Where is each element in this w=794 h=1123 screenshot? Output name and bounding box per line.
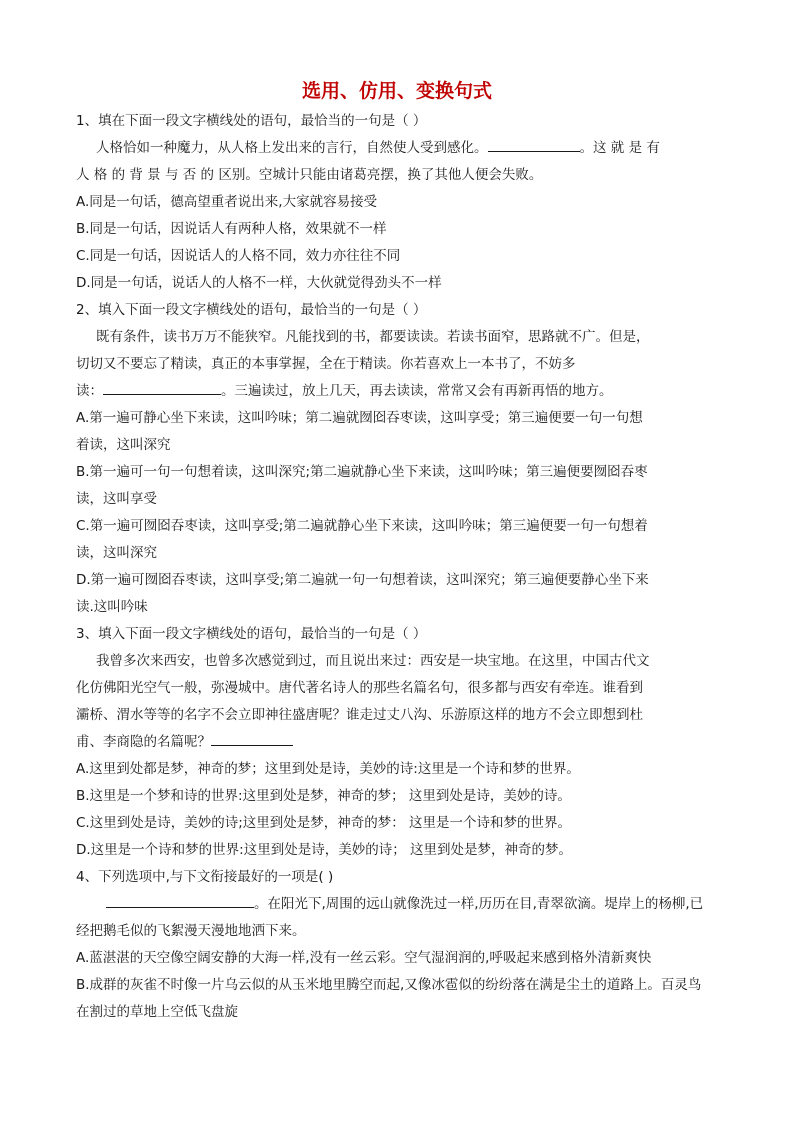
question-4-option-b-cont: 在割过的草地上空低飞盘旋 — [76, 1004, 238, 1020]
answer-blank — [103, 380, 221, 395]
question-2-passage-line: 切切又不要忘了精读，真正的本事掌握，全在于精读。你若喜欢上一本书了，不妨多 — [76, 356, 576, 372]
answer-blank — [211, 731, 293, 746]
answer-blank — [488, 137, 580, 152]
passage-text: 。这 就 是 有 — [579, 140, 660, 156]
passage-text: 甫、李商隐的名篇呢？ — [76, 734, 211, 750]
question-3-passage-line: 化仿佛阳光空气一般，弥漫城中。唐代著名诗人的那些名篇名句，很多都与西安有牵连。谁看到 — [76, 680, 643, 696]
question-1-passage-line: 人 格 的 背 景 与 否 的 区别。空城计只能由诸葛亮摆，换了其他人便会失败。 — [76, 167, 543, 183]
question-4-passage-line: 经把鹅毛似的飞絮漫天漫地地洒下来。 — [76, 923, 306, 939]
question-1-stem: 1、填在下面一段文字横线处的语句，最恰当的一句是（ ） — [76, 113, 427, 129]
question-3-passage-line — [76, 729, 720, 756]
question-2-option-d: D.第一遍可囫囵吞枣读，这叫享受;第二遍就一句一句想着读，这叫深究；第三遍便要静心坐下来 — [76, 572, 649, 588]
passage-text: 。三遍读过，放上几天，再去读读，常常又会有再新再悟的地方。 — [221, 383, 613, 399]
question-3-stem: 3、填入下面一段文字横线处的语句，最恰当的一句是（ ） — [76, 626, 427, 642]
passage-text: 。在阳光下,周围的远山就像洗过一样,历历在目,青翠欲滴。堤岸上的杨柳,已 — [254, 896, 704, 912]
question-content — [76, 108, 720, 1026]
question-1-passage-line — [76, 135, 720, 162]
page-title: 选用、仿用、变换句式 — [301, 80, 492, 102]
answer-blank — [106, 893, 254, 908]
question-2-stem: 2、填入下面一段文字横线处的语句，最恰当的一句是（ ） — [76, 302, 427, 318]
question-2-option-c-cont: 读，这叫深究 — [76, 545, 157, 561]
question-1-option-a: A.同是一句话，德高望重者说出来,大家就容易接受 — [76, 194, 378, 210]
question-3-option-c: C.这里到处是诗，美妙的诗;这里到处是梦，神奇的梦： 这里是一个诗和梦的世界。 — [76, 815, 572, 831]
question-4-stem: 4、下列选项中,与下文衔接最好的一项是( ) — [76, 869, 334, 885]
question-2-option-b: B.第一遍可一句一句想着读，这叫深究;第二遍就静心坐下来读，这叫吟味；第三遍便要囫囵吞枣 — [76, 464, 648, 480]
question-3-option-b: B.这里是一个梦和诗的世界:这里到处是梦，神奇的梦； 这里到处是诗，美妙的诗。 — [76, 788, 571, 804]
question-2-option-d-cont: 读.这叫吟味 — [76, 599, 148, 615]
question-3-option-d: D.这里是一个诗和梦的世界:这里到处是诗，美妙的诗； 这里到处是梦，神奇的梦。 — [76, 842, 573, 858]
question-1-option-c: C.同是一句话，因说话人的人格不同，效力亦往往不同 — [76, 248, 401, 264]
question-2-passage-line — [76, 378, 720, 405]
question-4-option-b: B.成群的灰雀不时像一片乌云似的从玉米地里腾空而起,又像冰雹似的纷纷落在满是尘土的道路上。百灵鸟 — [76, 977, 702, 993]
question-3-passage-line: 我曾多次来西安，也曾多次感觉到过，而且说出来过：西安是一块宝地。在这里，中国古代文 — [96, 653, 650, 669]
question-2-option-a-cont: 着读，这叫深究 — [76, 437, 171, 453]
passage-text: 读： — [76, 383, 103, 399]
question-3-option-a: A.这里到处都是梦，神奇的梦；这里到处是诗，美妙的诗:这里是一个诗和梦的世界。 — [76, 761, 580, 777]
question-1-option-d: D.同是一句话，说话人的人格不一样，大伙就觉得劲头不一样 — [76, 275, 442, 291]
question-2-option-c: C.第一遍可囫囵吞枣读，这叫享受;第二遍就静心坐下来读，这叫吟味；第三遍便要一句一句想着 — [76, 518, 648, 534]
question-1-option-b: B.同是一句话，因说话人有两种人格，效果就不一样 — [76, 221, 387, 237]
question-2-option-b-cont: 读，这叫享受 — [76, 491, 157, 507]
passage-text: 人格恰如一种魔力，从人格上发出来的言行，自然使人受到感化。 — [96, 140, 488, 156]
question-2-option-a: A.第一遍可静心坐下来读，这叫吟味；第二遍就囫囵吞枣读，这叫享受；第三遍便要一句一句想 — [76, 410, 643, 426]
question-4-option-a: A.蓝湛湛的天空像空阔安静的大海一样,没有一丝云彩。空气湿润润的,呼吸起来感到格外清新爽快 — [76, 950, 652, 966]
question-4-passage-line — [76, 891, 720, 918]
question-3-passage-line: 灞桥、渭水等等的名字不会立即神往盛唐呢？谁走过丈八沟、乐游原这样的地方不会立即想到杜 — [76, 707, 643, 723]
question-2-passage-line: 既有条件，读书万万不能狭窄。凡能找到的书，都要读读。若读书面窄，思路就不广。但是， — [96, 329, 650, 345]
